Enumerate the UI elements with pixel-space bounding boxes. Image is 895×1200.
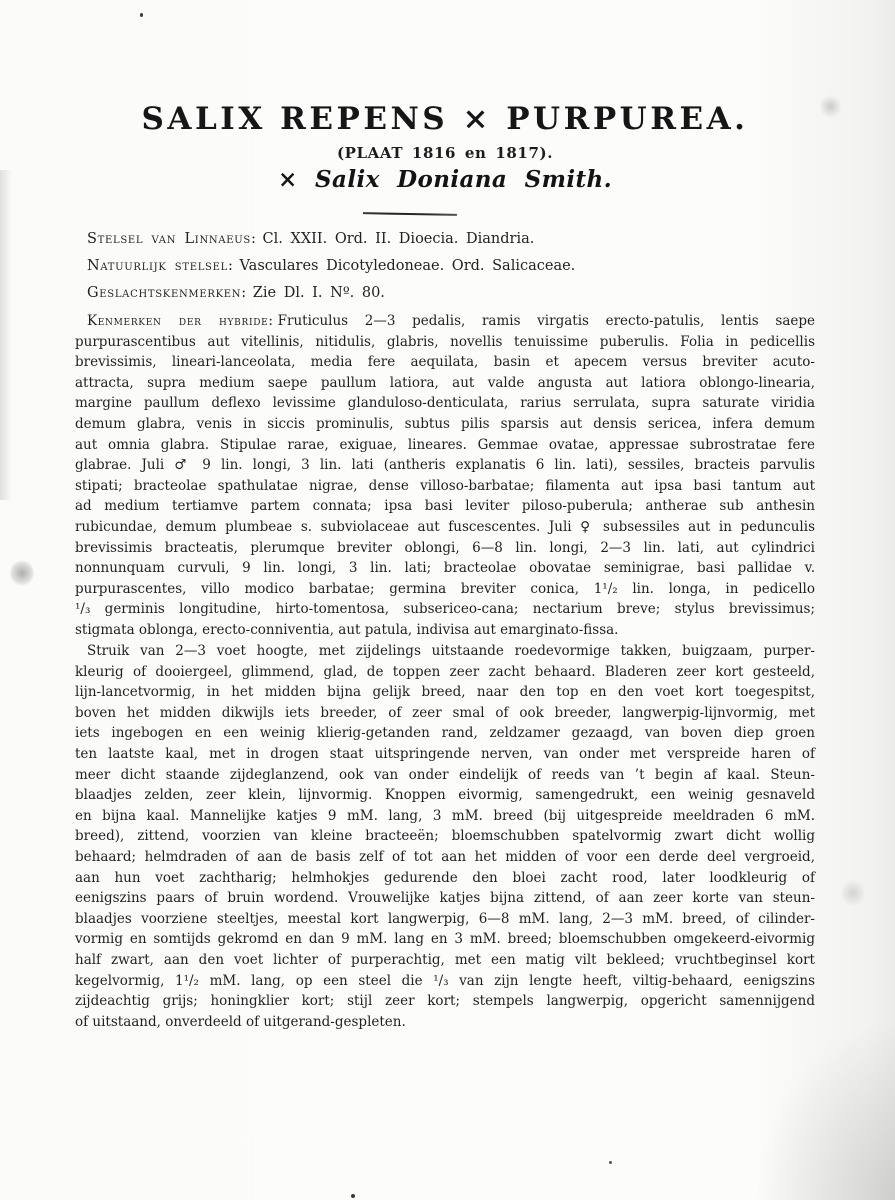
text-line: purpurascentibus aut vitellinis, nitidulis, glabris, novellis tenuissime puberulis. Folia in pedicellis: [75, 333, 815, 350]
meta-line-linnaeus: [75, 226, 815, 253]
text-line: stipati; bracteolae spathulatae nigrae, dense villoso-barbatae; filamenta aut ipsa basi tantum aut: [75, 477, 815, 494]
hybrid-name: × Salix Doniana Smith.: [277, 166, 613, 193]
text-line: boven het midden dikwijls iets breeder, of zeer smal of ook breeder, langwerpig-lijnvormig, met: [75, 704, 815, 721]
text-line: demum glabra, venis in siccis prominulis, subtus pilis sparsis aut densis sericea, infera demum: [75, 415, 815, 432]
text-line: zijdeachtig grijs; honingklier kort; stijl zeer kort; stempels langwerpig, opgericht samennijgend: [75, 993, 815, 1010]
text-line: glabrae. Juli ♂ 9 lin. longi, 3 lin. lati (antheris explanatis 6 lin. lati), sessiles, bracteis parvulis: [75, 457, 815, 474]
text-line: brevissimis bracteatis, plerumque breviter oblongi, 6—8 lin. longi, 2—3 lin. lati, aut cylindrici: [75, 539, 815, 556]
text-line: attracta, supra medium saepe paullum latiora, aut valde angusta aut latiora oblongo-linearia,: [75, 374, 815, 391]
text-line: [75, 311, 815, 332]
text-line: kegelvormig, 1¹/₂ mM. lang, op een steel die ¹/₃ van zijn lengte heeft, viltig-behaard, eenigszins: [75, 972, 815, 989]
page-title: SALIX REPENS × PURPUREA.: [141, 101, 749, 137]
text-line: blaadjes zelden, zeer klein, lijnvormig. Knoppen eivormig, samengedrukt, een weinig gesnaveld: [75, 787, 815, 804]
text-line: brevissimis, lineari-lanceolata, media fere aequilata, basin et apecem versus breviter acuto-: [75, 354, 815, 371]
text-line: ten laatste kaal, met in drogen staat uitspringende nerven, van onder met verspreide haren of: [75, 745, 815, 762]
text-line: behaard; helmdraden of aan de basis zelf of tot aan het midden of voor een derde deel vergroeid,: [75, 848, 815, 865]
text-line: nonnunquam curvuli, 9 lin. longi, 3 lin. lati; bracteolae obovatae seminigrae, basi pallidae v.: [75, 560, 815, 577]
text-line: en bijna kaal. Mannelijke katjes 9 mM. lang, 3 mM. breed (bij uitgespreide meeldraden 6 mM.: [75, 807, 815, 824]
meta-text: Zie Dl. I. Nº. 80.: [252, 285, 385, 301]
meta-text: Vasculares Dicotyledoneae. Ord. Salicaceae.: [239, 258, 576, 274]
ink-speck: [351, 1194, 355, 1198]
meta-line-natural-system: [75, 253, 815, 280]
text-line: eenigszins paars of bruin wordend. Vrouwelijke katjes bijna zittend, of aan zeer korte van steun-: [75, 890, 815, 907]
divider-rule: [363, 212, 457, 216]
latin-description-paragraph: [75, 311, 815, 641]
ink-speck: [140, 13, 143, 17]
text-line: rubicundae, demum plumbeae s. subviolaceae aut fuscescentes. Juli ♀ subsessiles aut in pedunculis: [75, 518, 815, 535]
scan-edge-shading-left: [0, 170, 12, 500]
scan-corner-shading: [755, 1020, 895, 1200]
classification-block: [75, 226, 815, 307]
text-line: purpurascentes, villo modico barbatae; germina breviter conica, 1¹/₂ lin. longa, in pedicello: [75, 580, 815, 597]
text-line: ad medium tertiamve partem connata; ipsa basi leviter piloso-puberula; antherae sub anthesin: [75, 498, 815, 515]
paper-smudge: [842, 878, 864, 908]
text-line: aan hun voet zachtharig; helmhokjes gedurende den bloei zacht rood, later loodkleurig of: [75, 869, 815, 886]
text-line: blaadjes voorziene steeltjes, meestal kort langwerpig, 6—8 mM. lang, 2—3 mM. breed, of cilinder-: [75, 910, 815, 927]
text-line: iets ingebogen en een weinig klierig-getanden rand, zeldzamer gezaagd, van boven diep groen: [75, 725, 815, 742]
text-line: lijn-lancetvormig, in het midden bijna gelijk breed, naar den top en den voet kort toegespitst,: [75, 684, 815, 701]
text-line: stigmata oblonga, erecto-conniventia, aut patula, indivisa aut emarginato-fissa.: [75, 621, 619, 638]
text-line: margine paullum deflexo levissime glanduloso-denticulata, rarius serrulata, supra saturate viridia: [75, 395, 815, 412]
meta-text: Cl. XXII. Ord. II. Dioecia. Diandria.: [262, 231, 535, 247]
meta-label: Stelsel van Linnaeus:: [87, 231, 257, 247]
ink-speck: [609, 1161, 612, 1164]
text-line-content: Fruticulus 2—3 pedalis, ramis virgatis erecto-patulis, lentis saepe: [277, 313, 815, 329]
text-line: breed), zittend, voorzien van kleine bracteeën; bloemschubben spatelvormig zwart dicht wollig: [75, 828, 815, 845]
text-line: ¹/₃ germinis longitudine, hirto-tomentosa, subsericeo-cana; nectarium breve; stylus brevissimus;: [75, 601, 815, 618]
text-line: aut omnia glabra. Stipulae rarae, exiguae, lineares. Gemmae ovatae, appressae subrostratae fere: [75, 436, 815, 453]
paper-smudge: [819, 95, 842, 118]
meta-line-genus-characters: [75, 280, 815, 307]
plate-note: (PLAAT 1816 en 1817).: [336, 144, 554, 162]
text-line: kleurig of dooiergeel, glimmend, glad, de toppen zeer zacht behaard. Bladeren zeer kort gesteeld,: [75, 663, 815, 680]
paragraph-label: Kenmerken der hybride:: [87, 313, 274, 329]
text-line: half zwart, aan den voet lichter of purperachtig, met een matig vilt bekleed; vruchtbeginsel kort: [75, 951, 815, 968]
text-line: meer dicht staande zijdeglanzend, ook van onder eindelijk of reeds van ’t begin af kaal. Steun-: [75, 766, 815, 783]
meta-label: Geslachtskenmerken:: [87, 285, 247, 301]
meta-label: Natuurlijk stelsel:: [87, 258, 234, 274]
dutch-description-paragraph: [75, 641, 815, 1032]
ink-blob: [10, 560, 34, 586]
text-line: of uitstaand, onverdeeld of uitgerand-gespleten.: [75, 1013, 406, 1030]
text-line: vormig en somtijds gekromd en dan 9 mM. lang en 3 mM. breed; bloemschubben omgekeerd-eivormig: [75, 931, 815, 948]
text-line: Struik van 2—3 voet hoogte, met zijdelings uitstaande roedevormige takken, buigzaam, purper-: [87, 643, 815, 659]
